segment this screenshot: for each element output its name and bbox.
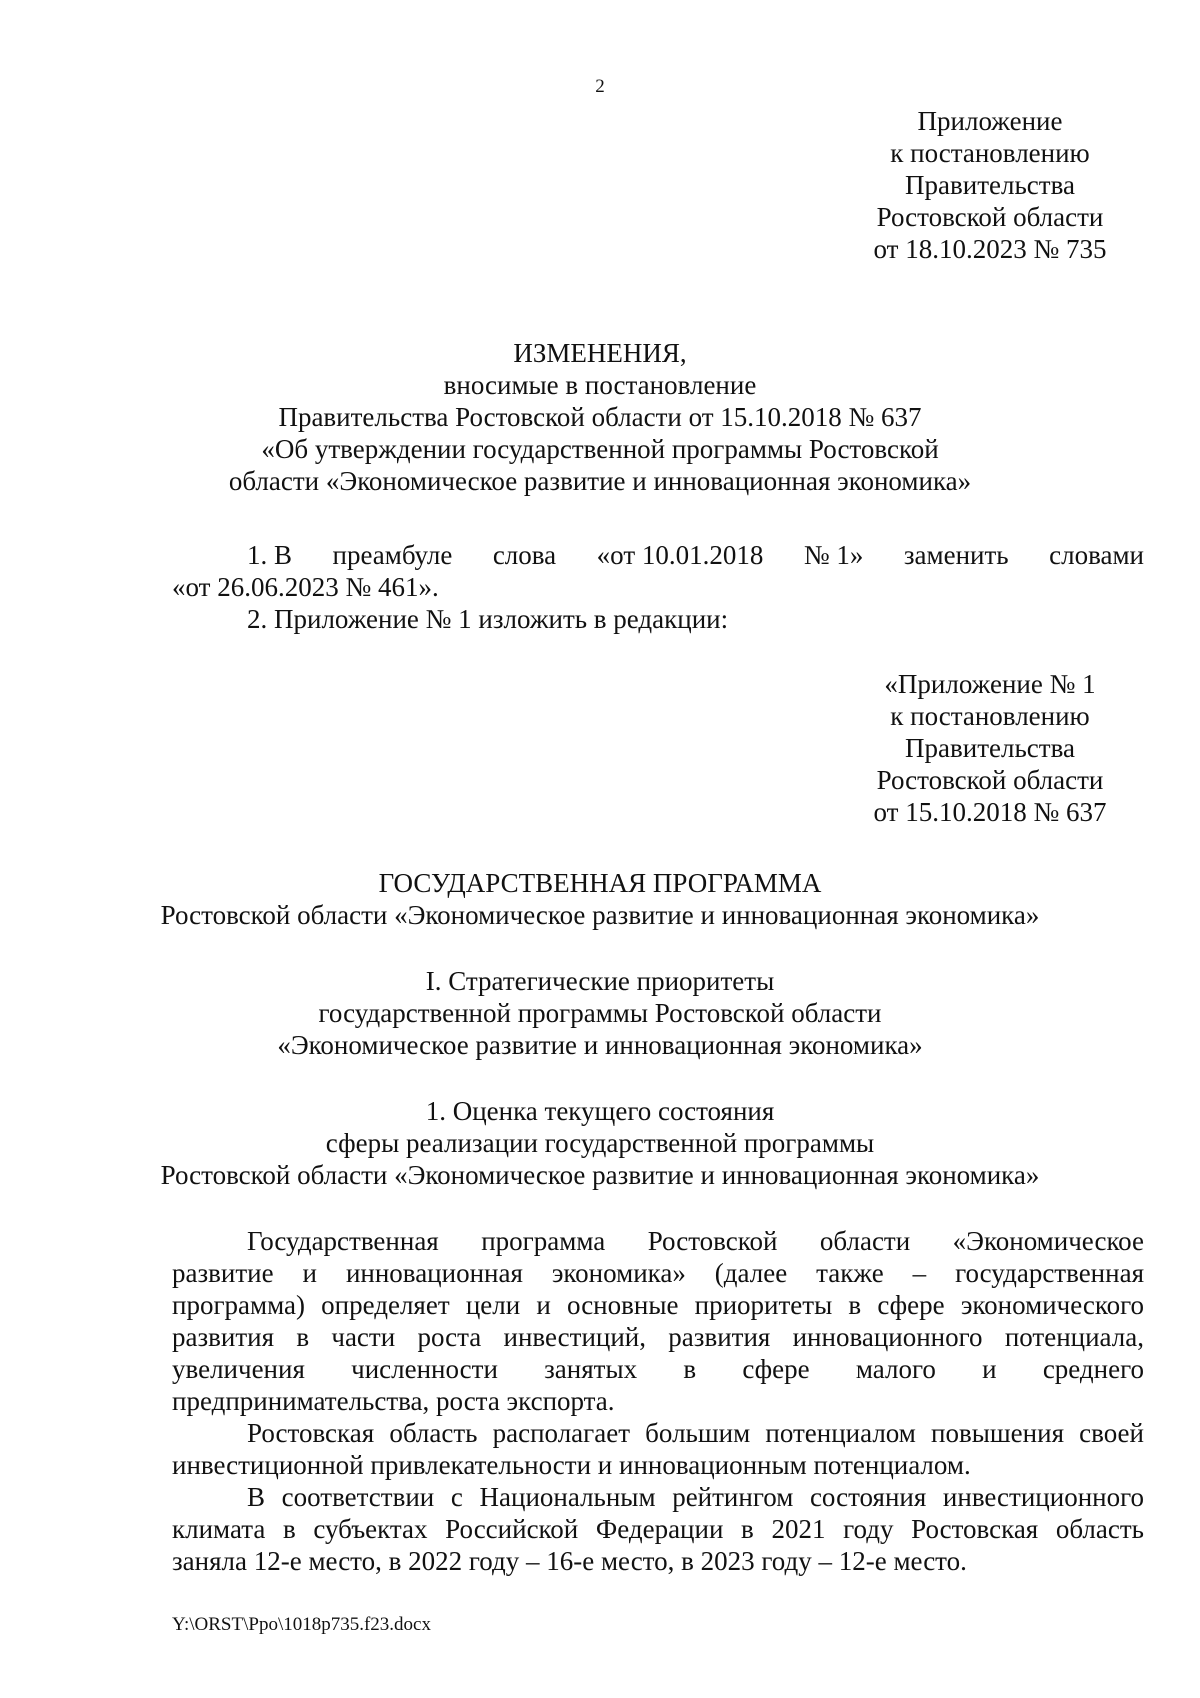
paragraph-line: заняла 12-е место, в 2022 году – 16-е место, в 2023 году – 12-е место. xyxy=(172,1546,967,1576)
item-2: 2. Приложение № 1 изложить в редакции: xyxy=(247,604,729,634)
item-1-word: заменить xyxy=(903,540,1009,570)
appendix-header-line: от 18.10.2023 № 735 xyxy=(873,234,1107,264)
paragraph-line: развитие и инновационная экономика» (далее также – государственная xyxy=(172,1258,1144,1288)
section-1-line: I. Стратегические приоритеты xyxy=(425,966,775,996)
item-1-word: преамбуле xyxy=(332,540,453,570)
appendix-1-header-line: к постановлению xyxy=(890,701,1090,731)
paragraph-line: программа) определяет цели и основные приоритеты в сфере экономического xyxy=(172,1290,1144,1320)
item-1-continuation: «от 26.06.2023 № 461». xyxy=(172,572,439,602)
subsection-1-line: 1. Оценка текущего состояния xyxy=(425,1096,775,1126)
item-1-word: слова xyxy=(492,540,557,570)
program-subtitle: Ростовской области «Экономическое развитие и инновационная экономика» xyxy=(160,900,1040,930)
section-1-line: «Экономическое развитие и инновационная экономика» xyxy=(277,1030,923,1060)
paragraph-line: Ростовская область располагает большим потенциалом повышения своей xyxy=(247,1418,1144,1448)
paragraph-line: Государственная программа Ростовской области «Экономическое xyxy=(247,1226,1144,1256)
paragraph-line: развития в части роста инвестиций, развития инновационного потенциала, xyxy=(172,1322,1144,1352)
paragraph-line: инвестиционной привлекательности и инновационным потенциалом. xyxy=(172,1450,971,1480)
changes-title-line: Правительства Ростовской области от 15.10.2018 № 637 xyxy=(278,402,922,432)
paragraph-line: климата в субъектах Российской Федерации в 2021 году Ростовская область xyxy=(172,1514,1144,1544)
paragraph-line: предпринимательства, роста экспорта. xyxy=(172,1386,615,1416)
changes-title-line: «Об утверждении государственной программы Ростовской xyxy=(261,434,939,464)
appendix-1-header-line: от 15.10.2018 № 637 xyxy=(873,797,1107,827)
subsection-1-line: сферы реализации государственной программы xyxy=(325,1128,875,1158)
appendix-header-line: Приложение xyxy=(917,106,1063,136)
item-1-word: 1. В xyxy=(247,540,293,570)
footer-file-path: Y:\ORST\Ppo\1018p735.f23.docx xyxy=(172,1614,431,1635)
section-1-line: государственной программы Ростовской области xyxy=(318,998,882,1028)
appendix-1-header-line: Ростовской области xyxy=(876,765,1104,795)
item-1-word: словами xyxy=(1049,540,1144,570)
appendix-1-header-line: «Приложение № 1 xyxy=(884,669,1096,699)
changes-heading: ИЗМЕНЕНИЯ, xyxy=(513,338,687,368)
changes-title-line: вносимые в постановление xyxy=(443,370,757,400)
changes-title-line: области «Экономическое развитие и инновационная экономика» xyxy=(228,466,972,496)
program-heading: ГОСУДАРСТВЕННАЯ ПРОГРАММА xyxy=(378,868,822,898)
subsection-1-line: Ростовской области «Экономическое развитие и инновационная экономика» xyxy=(160,1160,1040,1190)
page-number: 2 xyxy=(595,76,605,97)
item-1-line xyxy=(247,539,1144,571)
item-1-word: «от 10.01.2018 xyxy=(596,540,764,570)
appendix-header-line: Ростовской области xyxy=(876,202,1104,232)
appendix-header-line: Правительства xyxy=(905,170,1075,200)
item-1-word: № 1» xyxy=(803,540,864,570)
paragraph-line: увеличения численности занятых в сфере малого и среднего xyxy=(172,1354,1144,1384)
appendix-header-line: к постановлению xyxy=(890,138,1090,168)
appendix-1-header-line: Правительства xyxy=(905,733,1075,763)
paragraph-line: В соответствии с Национальным рейтингом состояния инвестиционного xyxy=(247,1482,1144,1512)
